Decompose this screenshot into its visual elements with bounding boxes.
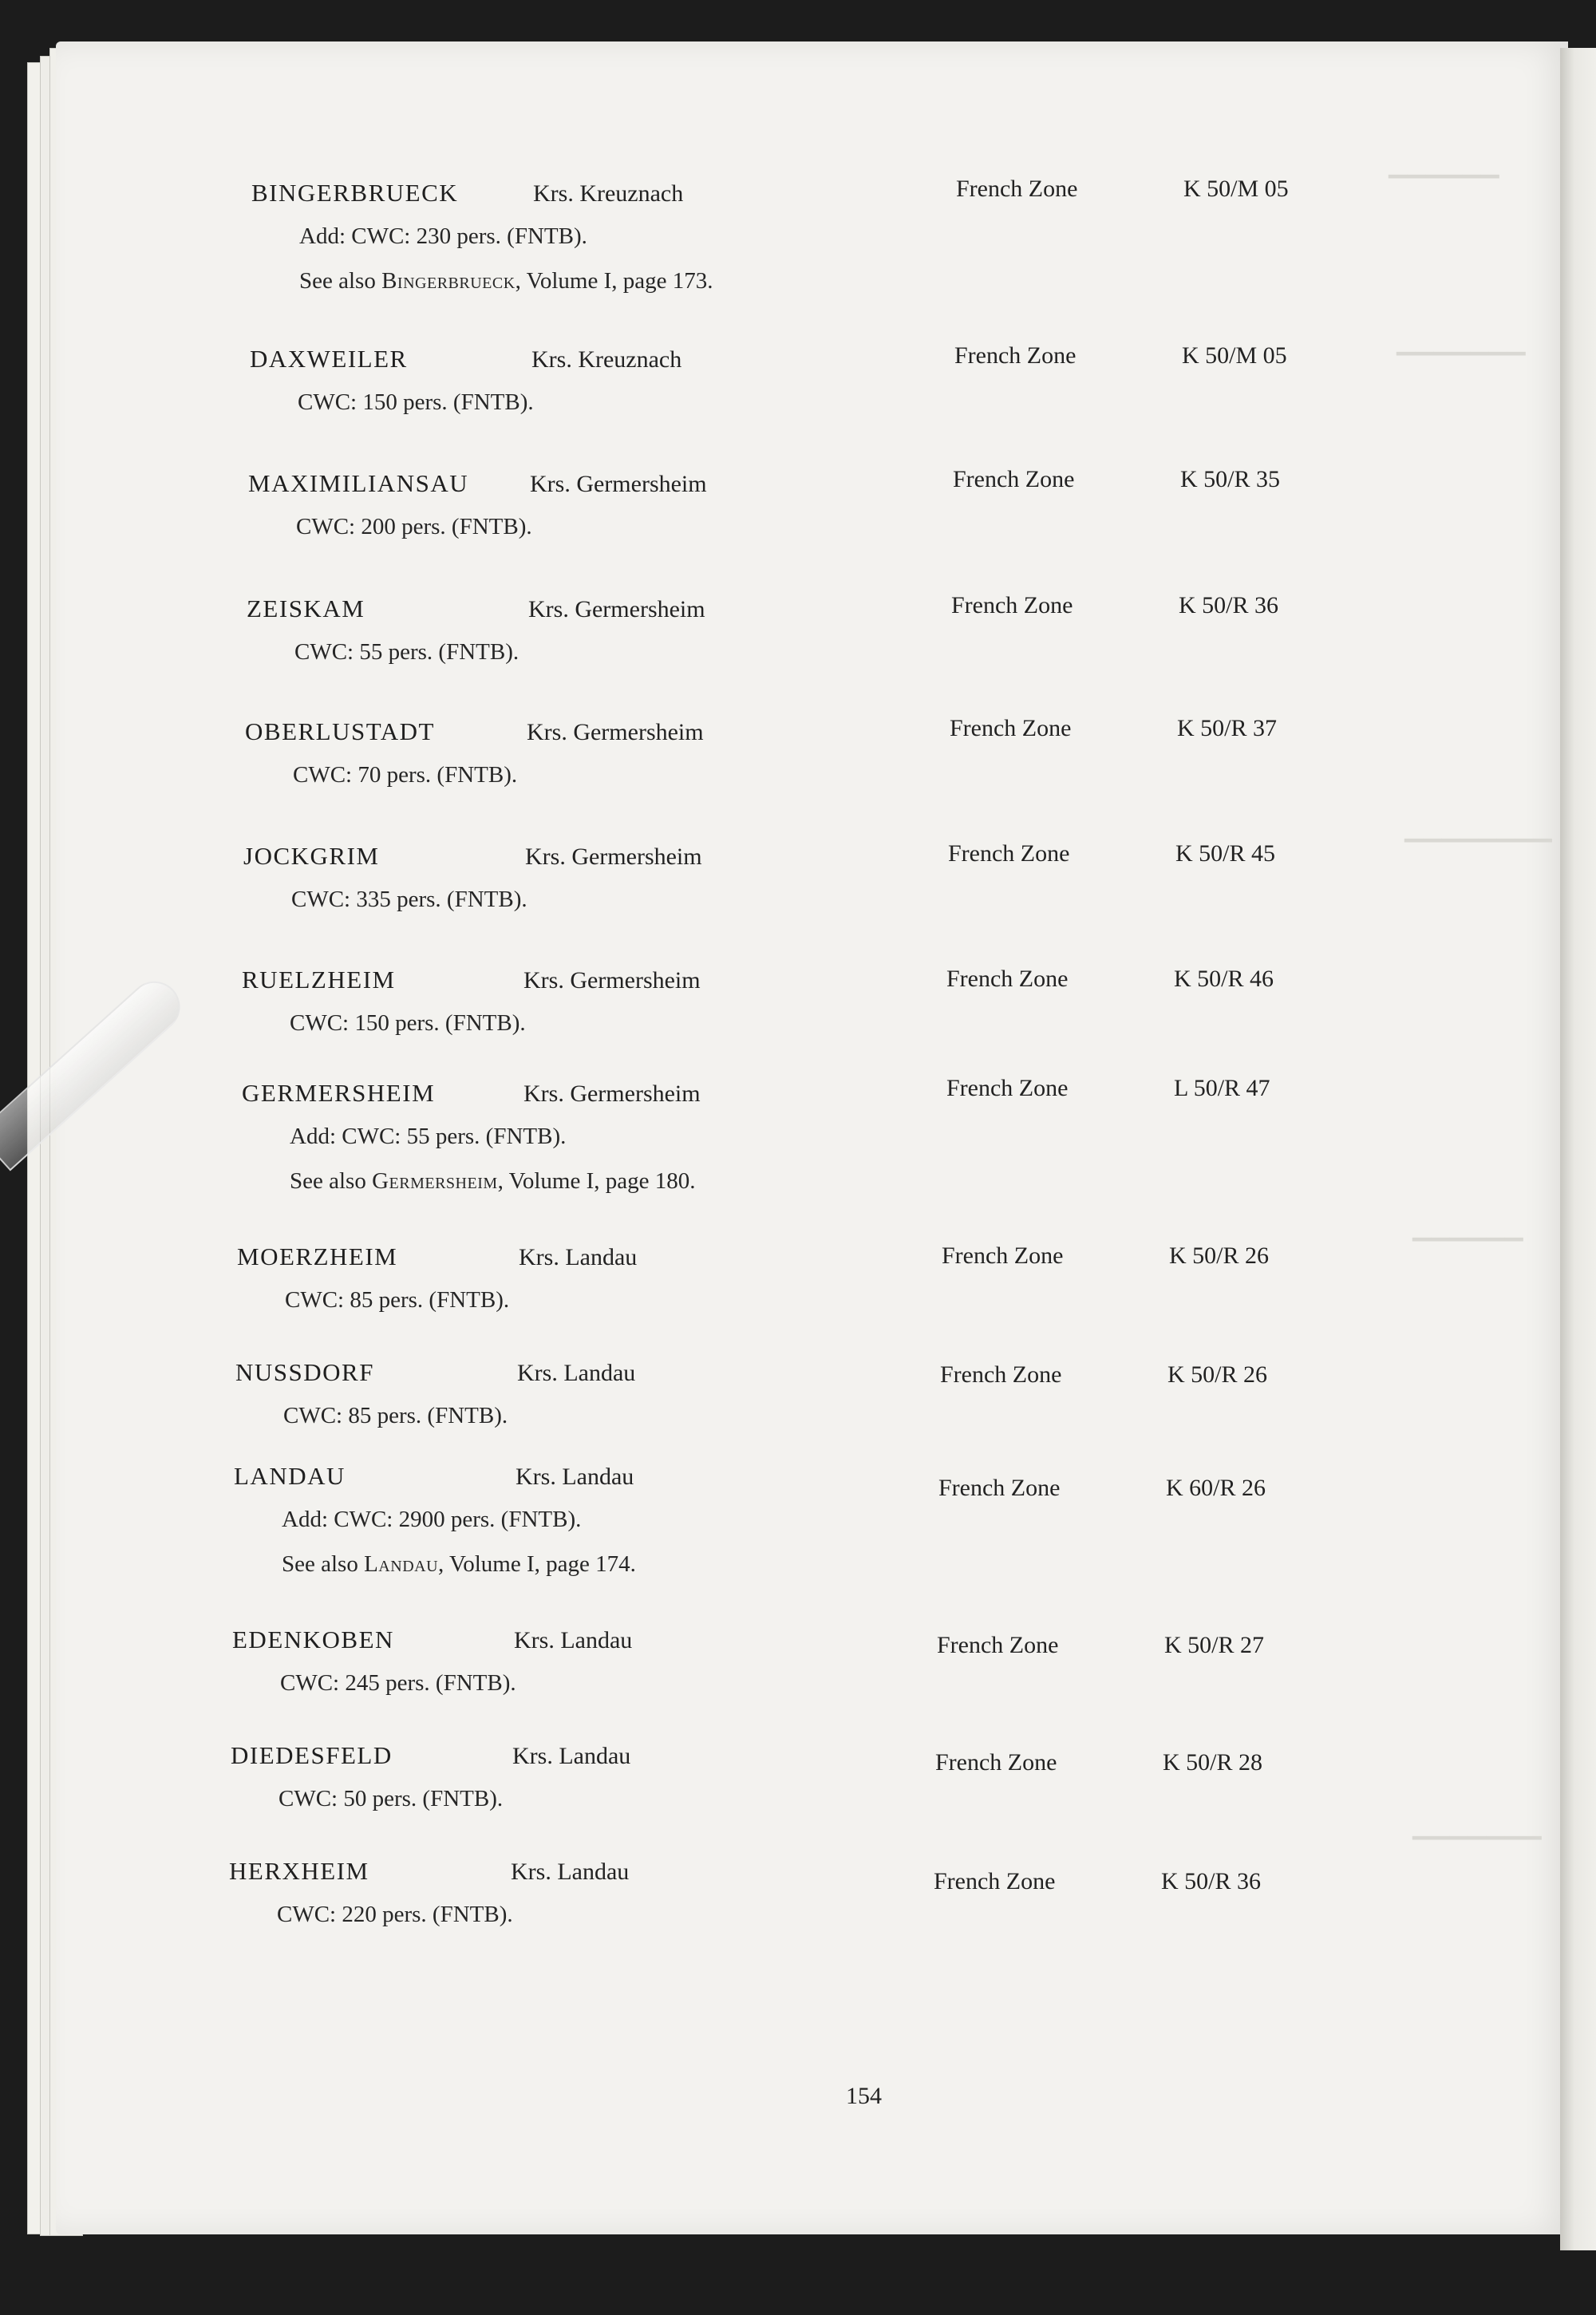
cross-reference	[290, 1168, 696, 1195]
cross-reference-volume: , Volume I, page 180.	[497, 1168, 696, 1194]
map-grid-reference: K 50/M 05	[1183, 176, 1289, 202]
district-name: Krs. Landau	[511, 1859, 630, 1885]
place-name: JOCKGRIM	[243, 842, 380, 870]
gazetteer-entry	[56, 466, 1460, 539]
cross-reference	[299, 268, 713, 294]
district-name: Krs. Germersheim	[523, 967, 701, 994]
gazetteer-entry	[56, 1358, 1460, 1428]
place-name: OBERLUSTADT	[245, 717, 435, 745]
place-name: ZEISKAM	[247, 595, 365, 622]
place-name: DAXWEILER	[250, 345, 408, 373]
document-page	[56, 41, 1568, 2234]
show-through-text: ▔▔▔▔▔▔	[1412, 1239, 1523, 1266]
district-name: Krs. Germersheim	[525, 843, 702, 870]
map-grid-reference: K 50/M 05	[1182, 342, 1287, 369]
map-grid-reference: K 50/R 37	[1177, 715, 1278, 741]
entry-detail: CWC: 335 pers. (FNTB).	[291, 887, 527, 912]
district-name: Krs. Landau	[514, 1627, 633, 1653]
gazetteer-entry	[56, 840, 1460, 912]
zone-label: French Zone	[946, 966, 1069, 992]
place-name: DIEDESFELD	[231, 1741, 393, 1769]
place-name: EDENKOBEN	[232, 1626, 394, 1653]
place-name: GERMERSHEIM	[242, 1079, 436, 1107]
entry-detail: CWC: 85 pers. (FNTB).	[283, 1403, 508, 1428]
entry-detail: CWC: 70 pers. (FNTB).	[293, 762, 518, 788]
show-through-text: ▔▔▔▔▔▔▔	[1396, 354, 1526, 380]
zone-label: French Zone	[937, 1632, 1059, 1658]
page-number: 154	[846, 2083, 882, 2109]
zone-label: French Zone	[940, 1361, 1062, 1388]
place-name: MOERZHEIM	[237, 1242, 398, 1270]
gazetteer-entry	[56, 1242, 1460, 1313]
map-grid-reference: K 50/R 28	[1163, 1749, 1263, 1776]
gazetteer-entry	[56, 1075, 1460, 1194]
entry-detail: CWC: 55 pers. (FNTB).	[294, 639, 519, 665]
entry-detail: CWC: 150 pers. (FNTB).	[290, 1010, 526, 1036]
zone-label: French Zone	[951, 592, 1073, 618]
zone-label: French Zone	[950, 715, 1072, 741]
place-name: NUSSDORF	[235, 1358, 374, 1386]
gazetteer-entry	[56, 1462, 1460, 1577]
district-name: Krs. Landau	[517, 1360, 636, 1386]
map-grid-reference: K 50/R 36	[1161, 1868, 1262, 1894]
district-name: Krs. Landau	[519, 1244, 638, 1270]
district-name: Krs. Kreuznach	[533, 180, 684, 207]
cross-reference-volume: , Volume I, page 174.	[438, 1551, 636, 1577]
cross-reference-place: Germersheim	[372, 1168, 498, 1194]
entry-detail: CWC: 150 pers. (FNTB).	[298, 389, 534, 415]
entry-detail: Add: CWC: 230 pers. (FNTB).	[299, 223, 587, 249]
show-through-text: ▔▔▔▔▔▔▔▔	[1404, 840, 1552, 867]
map-grid-reference: K 50/R 36	[1179, 592, 1279, 618]
cross-reference-volume: , Volume I, page 173.	[515, 268, 713, 294]
entry-detail: CWC: 245 pers. (FNTB).	[280, 1670, 516, 1696]
district-name: Krs. Germersheim	[530, 471, 707, 497]
place-name: LANDAU	[234, 1462, 346, 1490]
zone-label: French Zone	[948, 840, 1070, 867]
district-name: Krs. Germersheim	[527, 719, 704, 745]
gazetteer-entry	[56, 1857, 1460, 1927]
zone-label: French Zone	[956, 176, 1078, 202]
place-name: RUELZHEIM	[242, 966, 396, 994]
book-gutter	[1560, 48, 1596, 2250]
map-grid-reference: K 50/R 26	[1169, 1242, 1270, 1269]
gazetteer-entry	[56, 1741, 1460, 1811]
map-grid-reference: L 50/R 47	[1174, 1075, 1270, 1101]
district-name: Krs. Landau	[516, 1464, 634, 1490]
map-grid-reference: K 50/R 27	[1164, 1632, 1265, 1658]
map-grid-reference: K 60/R 26	[1166, 1475, 1266, 1501]
zone-label: French Zone	[954, 342, 1077, 369]
zone-label: French Zone	[942, 1242, 1064, 1269]
district-name: Krs. Landau	[512, 1743, 631, 1769]
place-name: BINGERBRUECK	[251, 179, 459, 207]
cross-reference-prefix: See also	[282, 1551, 365, 1577]
zone-label: French Zone	[934, 1868, 1056, 1894]
gazetteer-entry	[56, 342, 1460, 415]
district-name: Krs. Kreuznach	[531, 346, 682, 373]
map-grid-reference: K 50/R 45	[1175, 840, 1276, 867]
entry-detail: CWC: 85 pers. (FNTB).	[285, 1287, 510, 1313]
cross-reference	[282, 1551, 636, 1578]
show-through-text: ▔▔▔▔▔▔▔	[1412, 1838, 1542, 1864]
place-name: HERXHEIM	[229, 1857, 369, 1885]
cross-reference-place: Landau	[364, 1551, 439, 1577]
show-through-text: ▔▔▔▔▔▔	[1389, 176, 1499, 203]
cross-reference-place: Bingerbrueck	[381, 268, 516, 294]
cross-reference-prefix: See also	[299, 268, 382, 294]
entry-detail: CWC: 220 pers. (FNTB).	[277, 1902, 513, 1927]
map-grid-reference: K 50/R 46	[1174, 966, 1274, 992]
entry-detail: CWC: 200 pers. (FNTB).	[296, 514, 532, 539]
entry-detail: Add: CWC: 2900 pers. (FNTB).	[282, 1507, 582, 1532]
map-grid-reference: K 50/R 26	[1167, 1361, 1268, 1388]
entry-detail: Add: CWC: 55 pers. (FNTB).	[290, 1124, 567, 1149]
gazetteer-entry	[56, 176, 1460, 294]
zone-label: French Zone	[946, 1075, 1069, 1101]
district-name: Krs. Germersheim	[523, 1080, 701, 1107]
gazetteer-entry	[56, 715, 1460, 788]
place-name: MAXIMILIANSAU	[248, 469, 469, 497]
cross-reference-prefix: See also	[290, 1168, 373, 1194]
map-grid-reference: K 50/R 35	[1180, 466, 1281, 492]
district-name: Krs. Germersheim	[528, 596, 705, 622]
zone-label: French Zone	[953, 466, 1075, 492]
zone-label: French Zone	[935, 1749, 1057, 1776]
zone-label: French Zone	[938, 1475, 1061, 1501]
entry-detail: CWC: 50 pers. (FNTB).	[279, 1786, 504, 1811]
